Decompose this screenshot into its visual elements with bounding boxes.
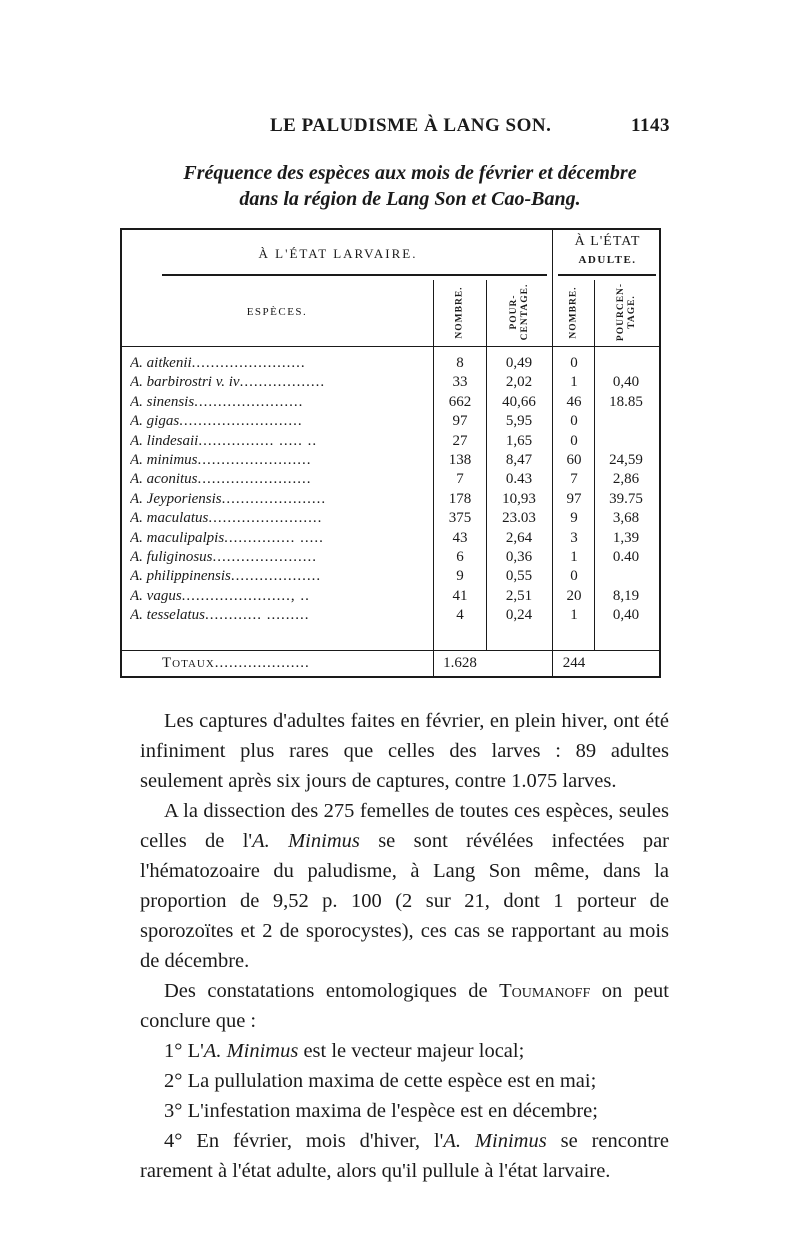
body-text: [140, 706, 669, 1186]
running-title: LE PALUDISME À LANG SON.: [270, 115, 552, 136]
species-cell: A. vagus......................., ..: [130, 587, 310, 604]
running-header: [270, 115, 670, 141]
table-row: [122, 451, 659, 470]
nombre-cell: 6: [456, 549, 464, 565]
nombre-adult-cell: 0: [570, 413, 578, 430]
species-cell: A. fuliginosus......................: [130, 549, 318, 565]
species-cell: A. maculipalpis............... .....: [130, 529, 324, 546]
totals-nombre-adult: 244: [562, 655, 586, 671]
nombre-adult-cell: 1: [570, 607, 578, 624]
nombre-cell: 178: [448, 490, 472, 507]
totals-nombre: 1.628: [443, 655, 477, 671]
paragraph-2: A la dissection des 275 femelles de toutes ces espèces, seules celles de l'A. Minimus se sont révélées infectées par l'hématozoaire du paludisme, à Lang Son même, dans la proportion de 9,52 p. 100 (2 sur 21, dont 1 porteur de sporozoïtes et 2 de sporocystes), ces cas se rapportant au mois de décembre.: [140, 800, 669, 972]
larval-group-header: À L'ÉTAT LARVAIRE.: [258, 246, 418, 261]
nombre-adult-cell: 0: [570, 432, 578, 449]
table-row: [122, 529, 659, 548]
conclusion-item-2: 2° La pullulation maxima de cette espèce est en mai;: [164, 1070, 597, 1092]
table-row: [122, 432, 659, 451]
nombre-cell: 4: [456, 607, 464, 624]
table-row: [122, 393, 659, 412]
pourcentage-adult-cell: 39.75: [609, 490, 643, 507]
nombre-cell: 33: [452, 374, 468, 391]
nombre-cell: 138: [448, 452, 472, 468]
pourcentage-cell: 0,36: [505, 549, 533, 565]
nombre-cell: 27: [452, 432, 468, 449]
nombre-adult-cell: 1: [570, 549, 578, 565]
species-cell: A. sinensis.......................: [130, 393, 304, 410]
pourcentage-adult-cell: 1,39: [612, 529, 640, 546]
pourcentage-cell: 23.03: [502, 510, 536, 527]
larval-group-brace: [162, 274, 547, 276]
species-cell: A. aitkenii........................: [130, 355, 306, 371]
table-row: [122, 412, 659, 431]
pourcentage-cell: 10,93: [502, 490, 536, 507]
nombre-adult-cell: 97: [566, 490, 582, 507]
header-rule: [122, 346, 659, 347]
pourcentage-adult-cell: 3,68: [612, 510, 640, 527]
totals-label: Totaux....................: [162, 655, 310, 671]
paragraph-3: Des constatations entomologiques de Toumanoff on peut conclure que :: [140, 980, 669, 1032]
pourcentage-adult-column-header: POURCEN-TAGE.: [616, 282, 637, 342]
table-caption-line-2: dans la région de Lang Son et Cao-Bang.: [239, 188, 581, 210]
pourcentage-cell: 0,55: [505, 568, 533, 585]
nombre-cell: 662: [448, 393, 472, 410]
pourcentage-column-header: POUR-CENTAGE.: [509, 283, 530, 341]
table-row: [122, 490, 659, 509]
pourcentage-adult-cell: 0,40: [612, 607, 640, 624]
pourcentage-adult-cell: 24,59: [609, 452, 643, 468]
table-row: [122, 470, 659, 489]
page-number: 1143: [631, 115, 670, 136]
nombre-cell: 375: [448, 510, 472, 527]
table-row: [122, 567, 659, 586]
table-caption-line-1: Fréquence des espèces aux mois de février et décembre: [183, 162, 637, 184]
nombre-column-header: NOMBRE.: [454, 285, 465, 339]
table-row: [122, 509, 659, 528]
nombre-adult-cell: 20: [566, 587, 582, 604]
totals-row: [122, 654, 659, 673]
pourcentage-cell: 2,51: [505, 587, 533, 604]
table-row: [122, 354, 659, 373]
nombre-cell: 97: [452, 413, 468, 430]
pourcentage-adult-cell: 0.40: [612, 549, 640, 565]
paragraph-1: Les captures d'adultes faites en février, en plein hiver, ont été infiniment plus rares que celles des larves : 89 adultes seulement après six jours de captures, contre 1.075 larves.: [140, 710, 669, 792]
pourcentage-cell: 8,47: [505, 452, 533, 468]
pourcentage-adult-cell: 0,40: [612, 374, 640, 391]
totals-rule: [122, 650, 659, 651]
nombre-cell: 7: [456, 471, 464, 488]
species-cell: A. gigas..........................: [130, 413, 303, 430]
nombre-adult-cell: 3: [570, 529, 578, 546]
species-cell: A. minimus........................: [130, 452, 312, 468]
species-column-header: ESPÈCES.: [246, 306, 308, 318]
nombre-adult-cell: 60: [566, 452, 582, 468]
nombre-adult-column-header: NOMBRE.: [568, 285, 579, 339]
nombre-adult-cell: 9: [570, 510, 578, 527]
pourcentage-cell: 0,49: [505, 355, 533, 371]
pourcentage-adult-cell: 8,19: [612, 587, 640, 604]
table-row: [122, 373, 659, 392]
adult-group-header-line-2: ADULTE.: [578, 254, 637, 266]
pourcentage-adult-cell: 2,86: [612, 471, 640, 488]
species-cell: A. tesselatus............ .........: [130, 607, 310, 624]
pourcentage-cell: 0,24: [505, 607, 533, 624]
conclusion-item-4: 4° En février, mois d'hiver, l'A. Minimus se rencontre rarement à l'état adulte, alors qu'il pullule à l'état larvaire.: [140, 1130, 669, 1182]
species-cell: A. lindesaii................ ..... ..: [130, 432, 318, 449]
nombre-cell: 43: [452, 529, 468, 546]
nombre-adult-cell: 0: [570, 355, 578, 371]
nombre-adult-cell: 46: [566, 393, 582, 410]
nombre-cell: 8: [456, 355, 464, 371]
pourcentage-cell: 2,02: [505, 374, 533, 391]
nombre-cell: 41: [452, 587, 468, 604]
adult-group-header-line-1: À L'ÉTAT: [574, 234, 641, 249]
pourcentage-cell: 5,95: [505, 413, 533, 430]
nombre-cell: 9: [456, 568, 464, 585]
pourcentage-cell: 1,65: [505, 432, 533, 449]
pourcentage-adult-cell: 18.85: [609, 393, 643, 410]
conclusion-item-1: 1° L'A. Minimus est le vecteur majeur local;: [164, 1040, 525, 1062]
pourcentage-cell: 40,66: [502, 393, 536, 410]
table-row: [122, 548, 659, 567]
nombre-adult-cell: 1: [570, 374, 578, 391]
species-cell: A. philippinensis...................: [130, 568, 322, 585]
species-cell: A. aconitus........................: [130, 471, 312, 488]
species-cell: A. Jeyporiensis......................: [130, 490, 327, 507]
conclusion-item-3: 3° L'infestation maxima de l'espèce est en décembre;: [164, 1100, 598, 1122]
nombre-adult-cell: 0: [570, 568, 578, 585]
pourcentage-cell: 0.43: [505, 471, 533, 488]
species-frequency-table: [120, 228, 661, 678]
species-cell: A. maculatus........................: [130, 510, 323, 527]
table-row: [122, 587, 659, 606]
table-row: [122, 606, 659, 625]
pourcentage-cell: 2,64: [505, 529, 533, 546]
nombre-adult-cell: 7: [570, 471, 578, 488]
species-cell: A. barbirostri v. iv..................: [130, 374, 326, 391]
adult-group-brace: [558, 274, 656, 276]
